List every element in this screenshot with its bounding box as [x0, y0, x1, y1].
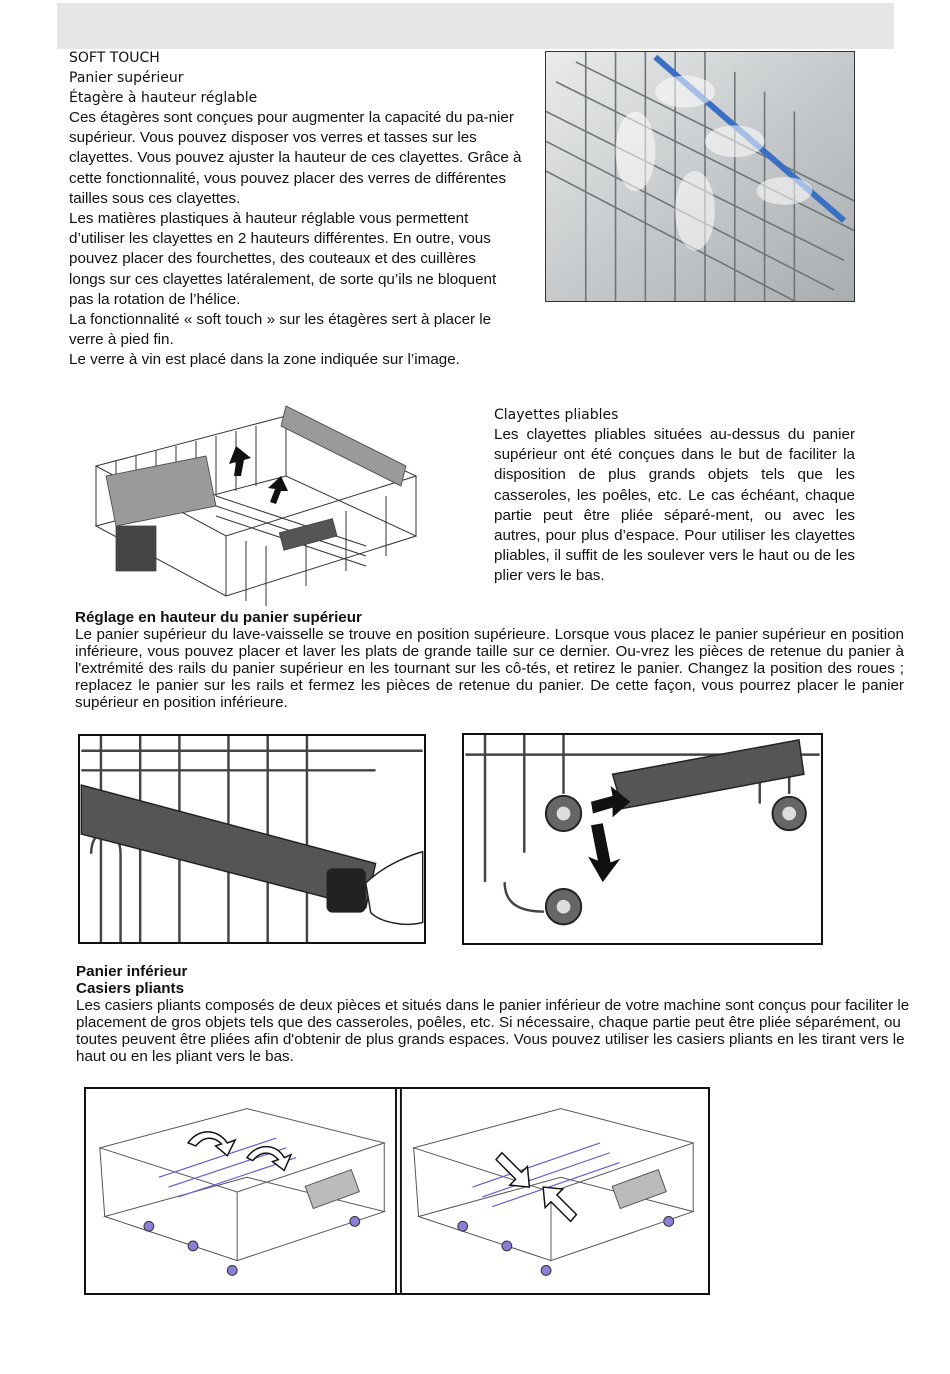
- height-adjust-section: [75, 609, 904, 711]
- paragraph-3: La fonctionnalité « soft touch » sur les étagères sert à placer le verre à pied fin.: [69, 311, 492, 349]
- paragraph-4: Le verre à vin est placé dans la zone indiquée sur l’image.: [69, 351, 460, 369]
- paragraph-2: Les matières plastiques à hauteur réglable vous permettent d’utiliser les clayettes en 2 hauteurs différentes. En outre, vous pouvez placer des fourchettes, des couteaux et des cuillères longs sur ces clayettes latéralement, de sorte qu’ils ne bloquent pas la rotation de l’hélice.: [69, 210, 497, 308]
- soft-touch-section: [69, 48, 539, 371]
- height-adjust-text: Le panier supérieur du lave-vaisselle se trouve en position supérieure. Lorsque vous placez le panier supérieur en position inférieure, vous pouvez placer et laver les plats de grande taille sur ce dernier. Ou-vrez les pièces de retenue du panier à l'extrémité des rails du panier supérieur en les tournant sur les cô-tés, et retirez le panier. Changez la position des roues ; replacez le panier sur les rails et fermez les pièces de retenue du panier. De cette façon, vous pourrez placer le panier supérieur en position inférieure.: [75, 626, 904, 711]
- foldable-racks-section: [494, 405, 855, 587]
- folding-racks-title: Casiers pliants: [76, 980, 185, 997]
- upper-basket-subtitle: Panier supérieur: [69, 70, 184, 86]
- wheel-position-figure: [462, 733, 823, 945]
- lower-basket-title: Panier inférieur: [76, 963, 188, 980]
- adjustable-shelf-subtitle: Étagère à hauteur réglable: [69, 90, 258, 106]
- soft-touch-photo: [545, 51, 855, 302]
- lower-basket-figure: [84, 1087, 710, 1295]
- paragraph-1: Ces étagères sont conçues pour augmenter la capacité du pa-nier supérieur. Vous pouvez disposer vos verres et tasses sur les clayettes. Vous pouvez ajuster la hauteur de ces clayettes. Grâce à cette fonctionnalité, vous pouvez placer des verres de différentes tailles sous ces clayettes.: [69, 109, 522, 207]
- page-header-bar: [57, 3, 894, 49]
- folding-racks-text: Les casiers pliants composés de deux pièces et situés dans le panier inférieur de votre machine sont conçus pour faciliter le placement de gros objets tels que des casseroles, poêles, etc. Si nécessaire, chaque partie peut être pliée séparément, ou toutes peuvent être pliées afin d'obtenir de plus grands espaces. Vous pouvez utiliser les casiers pliants en les tirant vers le haut ou en les pliant vers le bas.: [76, 997, 910, 1065]
- lower-basket-section: [76, 963, 912, 1065]
- height-adjust-title: Réglage en hauteur du panier supérieur: [75, 609, 362, 626]
- foldable-racks-title: Clayettes pliables: [494, 407, 619, 423]
- soft-touch-title: SOFT TOUCH: [69, 50, 160, 66]
- foldable-racks-drawing: [86, 376, 424, 608]
- foldable-racks-text: Les clayettes pliables situées au-dessus du panier supérieur ont été conçues dans le but de faciliter la disposition de plus grands objets tels que les casseroles, les poêles, etc. Le cas échéant, chaque partie peut être pliée séparé-ment, ou avec les autres, pour plus d’espace. Pour utiliser les clayettes pliables, il suffit de les soulever vers le haut ou de les plier vers le bas.: [494, 426, 855, 585]
- rail-retainer-figure: [78, 734, 426, 944]
